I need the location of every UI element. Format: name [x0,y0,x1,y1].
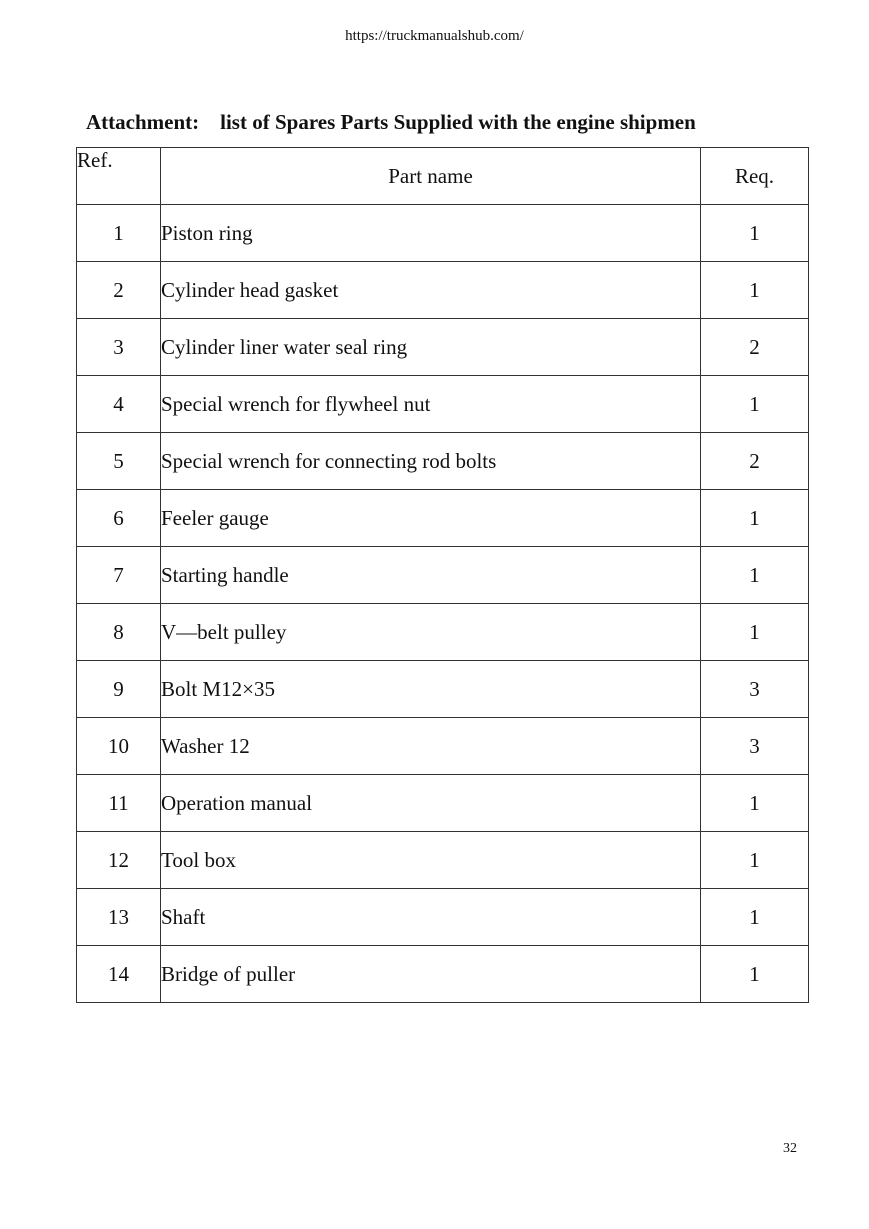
cell-part-name: V—belt pulley [161,604,701,661]
table-row [77,718,809,775]
table-row [77,205,809,262]
table-row [77,547,809,604]
cell-ref: 5 [77,433,161,490]
cell-ref: 12 [77,832,161,889]
cell-part-name: Feeler gauge [161,490,701,547]
cell-part-name: Shaft [161,889,701,946]
cell-req: 3 [701,661,809,718]
cell-part-name: Cylinder liner water seal ring [161,319,701,376]
cell-req: 2 [701,319,809,376]
cell-req: 1 [701,889,809,946]
cell-ref: 7 [77,547,161,604]
cell-part-name: Piston ring [161,205,701,262]
cell-ref: 14 [77,946,161,1003]
cell-part-name: Washer 12 [161,718,701,775]
cell-ref: 9 [77,661,161,718]
cell-part-name: Special wrench for flywheel nut [161,376,701,433]
spare-parts-table [76,147,809,1003]
cell-req: 2 [701,433,809,490]
cell-ref: 4 [77,376,161,433]
cell-req: 3 [701,718,809,775]
cell-part-name: Cylinder head gasket [161,262,701,319]
cell-part-name: Bolt M12×35 [161,661,701,718]
table-row [77,604,809,661]
cell-ref: 6 [77,490,161,547]
table-row [77,661,809,718]
cell-part-name: Special wrench for connecting rod bolts [161,433,701,490]
cell-req: 1 [701,262,809,319]
table-row [77,490,809,547]
cell-ref: 13 [77,889,161,946]
column-header-req: Req. [701,148,809,205]
cell-part-name: Operation manual [161,775,701,832]
cell-part-name: Starting handle [161,547,701,604]
cell-req: 1 [701,604,809,661]
page-number: 32 [783,1141,797,1156]
cell-ref: 10 [77,718,161,775]
cell-ref: 11 [77,775,161,832]
cell-req: 1 [701,376,809,433]
table-body [77,205,809,1003]
column-header-ref: Ref. [77,148,161,205]
cell-req: 1 [701,832,809,889]
table-row [77,889,809,946]
cell-req: 1 [701,205,809,262]
table-row [77,262,809,319]
table-row [77,832,809,889]
page-title: Attachment: list of Spares Parts Supplied with the engine shipmen [86,110,696,134]
table-row [77,946,809,1003]
table-row [77,433,809,490]
cell-part-name: Bridge of puller [161,946,701,1003]
table-row [77,319,809,376]
table-row [77,775,809,832]
header-url: https://truckmanualshub.com/ [345,28,524,44]
cell-req: 1 [701,775,809,832]
cell-ref: 8 [77,604,161,661]
cell-req: 1 [701,946,809,1003]
column-header-part-name: Part name [161,148,701,205]
table-header-row [77,148,809,205]
cell-req: 1 [701,547,809,604]
cell-ref: 1 [77,205,161,262]
cell-ref: 3 [77,319,161,376]
cell-req: 1 [701,490,809,547]
table-row [77,376,809,433]
cell-part-name: Tool box [161,832,701,889]
cell-ref: 2 [77,262,161,319]
